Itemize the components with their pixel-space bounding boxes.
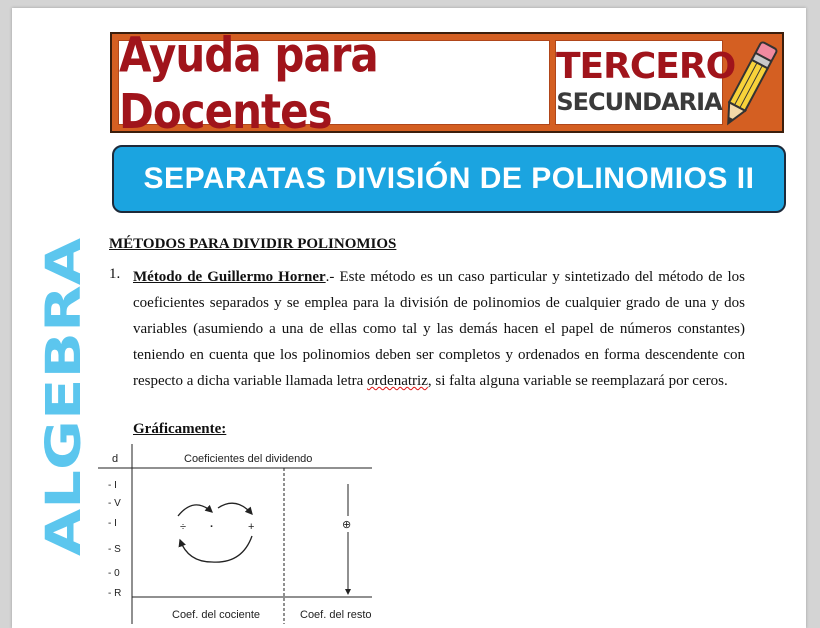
dot-symbol: ·: [210, 521, 214, 533]
bottom-left-label: Coef. del cociente: [172, 609, 261, 621]
graphic-heading: Gráficamente:: [133, 421, 227, 437]
diagram-top-header: Coeficientes del dividendo: [184, 453, 313, 465]
title-bar: [112, 145, 786, 213]
diagram-corner-label: d: [112, 453, 119, 465]
horner-diagram: [96, 444, 376, 624]
banner-grade: TERCERO: [556, 46, 736, 87]
banner-title: Ayuda para Docentes: [119, 26, 378, 139]
section-heading: MÉTODOS PARA DIVIDIR POLINOMIOS: [109, 236, 397, 252]
circle-plus-symbol: ⊕: [342, 519, 352, 531]
left-label-6: - R: [108, 588, 122, 599]
method-title-suffix: .-: [325, 269, 335, 285]
flagged-word: ordenatriz: [367, 373, 428, 389]
left-label-1: - I: [108, 480, 117, 491]
header-banner: [110, 26, 784, 139]
arrow-plus-back-to-divide: [180, 536, 252, 562]
paragraph-part1: Este método es un caso particular y sintetizado del método de los coeficientes separados y se emplea para la división de polinomios de cualquier grado de una y dos variables (asumiendo a una de ellas como tal y las demás hacen el papel de números constantes) teniendo en cuenta que los polinomios deben ser completos y ordenados en forma descendente con respecto a dicha variable llamada letra: [133, 269, 745, 389]
left-label-4: - S: [108, 544, 121, 555]
paragraph-part2: , si falta alguna variable se reemplazará por ceros.: [427, 373, 728, 389]
banner-grade-box: [555, 40, 736, 125]
side-label-text: ALGEBRA: [36, 305, 92, 556]
divide-symbol: ÷: [180, 521, 187, 533]
bottom-right-label: Coef. del resto: [300, 609, 372, 621]
method-paragraph: [133, 264, 745, 394]
plus-symbol: +: [248, 521, 255, 533]
left-label-2: - V: [108, 498, 121, 509]
list-number: 1.: [109, 266, 121, 282]
banner-title-box: [118, 26, 550, 139]
arrow-dot-to-plus: [218, 503, 252, 514]
arrow-divide-to-dot: [178, 505, 212, 516]
left-label-5: - 0: [108, 568, 120, 579]
banner-level: SECUNDARIA: [556, 88, 722, 116]
side-label-algebra: [36, 236, 92, 556]
method-title: Método de Guillermo Horner: [133, 269, 326, 285]
pencil-icon: [716, 36, 780, 132]
left-label-3: - I: [108, 518, 117, 529]
document-page: [12, 8, 806, 628]
page-title: SEPARATAS DIVISIÓN DE POLINOMIOS II: [143, 162, 755, 195]
